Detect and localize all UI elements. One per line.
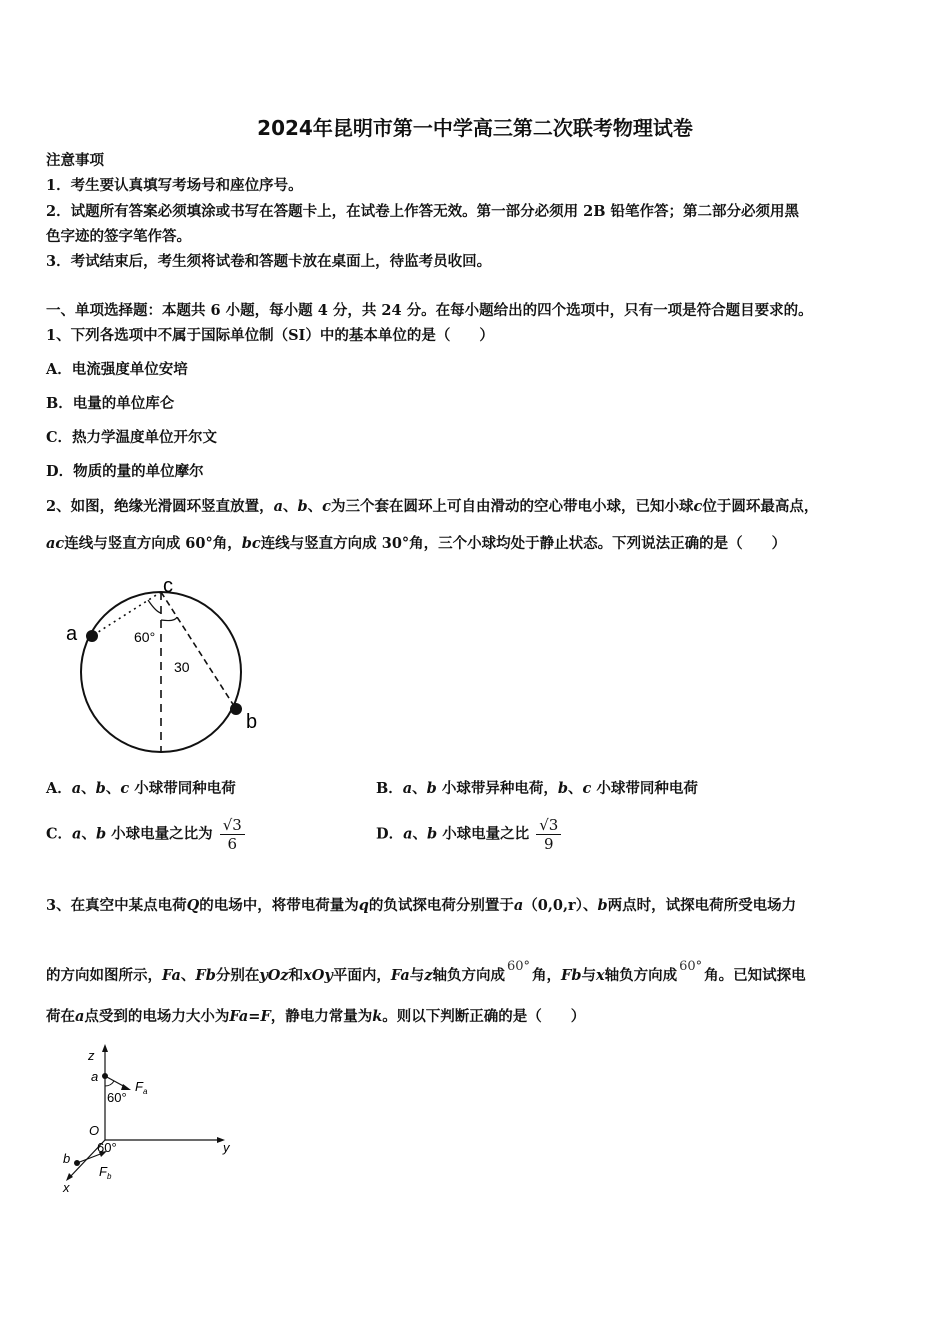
q2-option-b: B．a、b 小球带异种电荷，b、c 小球带同种电荷 — [376, 780, 698, 797]
label-y: y — [223, 1140, 230, 1155]
label-x: x — [63, 1180, 70, 1195]
label-b: b — [246, 711, 258, 733]
q2-ring-figure — [60, 580, 270, 760]
label-a: a — [91, 1069, 99, 1084]
angle-arc-30 — [161, 617, 177, 621]
page-title: 2024年昆明市第一中学高三第二次联考物理试卷 — [257, 116, 693, 140]
q2-option-a: A．a、b、c 小球带同种电荷 — [46, 780, 236, 797]
angle-label-60: 60° — [134, 629, 156, 645]
label-z: z — [88, 1048, 95, 1063]
label-a: a — [66, 623, 78, 645]
q1-option-a: A．电流强度单位安培 — [46, 361, 188, 378]
q2-option-c: C．a、b 小球电量之比为 $\frac{√3}{6}$ — [46, 816, 245, 853]
q1-option-b: B．电量的单位库仑 — [46, 395, 175, 412]
angle-label-b: 60° — [97, 1140, 117, 1155]
angle-label-a: 60° — [107, 1090, 127, 1105]
notice-heading: 注意事项 — [46, 152, 104, 169]
notice-item-3: 3．考试结束后，考生须将试卷和答题卡放在桌面上，待监考员收回。 — [46, 253, 492, 270]
notice-item-2-cont: 色字迹的签字笔作答。 — [46, 228, 191, 245]
label-o: O — [89, 1123, 100, 1138]
ball-a — [86, 630, 98, 642]
label-fb: $F_b$ — [99, 1164, 112, 1181]
label-b: b — [63, 1151, 71, 1166]
label-c: c — [163, 580, 173, 597]
angle-arc-60 — [148, 600, 161, 613]
z-arrow — [102, 1044, 108, 1052]
q2-option-d-fraction: $\frac{√3}{9}$ — [536, 816, 561, 853]
label-fa: $F_a$ — [135, 1079, 148, 1096]
q1-stem: 1、下列各选项中不属于国际单位制（SI）中的基本单位的是（ ） — [46, 327, 494, 344]
q2-option-c-fraction: $\frac{√3}{6}$ — [220, 816, 245, 853]
q2-option-d: D．a、b 小球电量之比 $\frac{√3}{9}$ — [376, 816, 561, 853]
section-heading: 一、单项选择题：本题共 6 小题，每小题 4 分，共 24 分。在每小题给出的四个选项中，只有一项是符合题目要求的。 — [46, 302, 813, 319]
angle-arc-a — [105, 1081, 114, 1086]
q3-axes-figure — [55, 1040, 255, 1200]
bc-line — [161, 592, 236, 709]
notice-item-2: 2．试题所有答案必须填涂或书写在答题卡上，在试卷上作答无效。第一部分必须用 2B 铅笔作答；第二部分必须用黑 — [46, 203, 800, 220]
ball-b — [230, 703, 242, 715]
q1-option-d: D．物质的量的单位摩尔 — [46, 463, 204, 480]
q2-stem-line2: ac连线与竖直方向成 60°角，bc连线与竖直方向成 30°角，三个小球均处于静止状态。下列说法正确的是（ ） — [46, 535, 787, 552]
q1-option-c: C．热力学温度单位开尔文 — [46, 429, 218, 446]
notice-item-1: 1．考生要认真填写考场号和座位序号。 — [46, 177, 303, 194]
q3-stem-line2: 的方向如图所示，Fa、Fb分别在yOz和xOy平面内，Fa与z轴负方向成60°角，Fb与x轴负方向成60°角。已知试探电 — [46, 959, 806, 984]
angle-label-30: 30 — [174, 659, 190, 675]
q2-stem-line1: 2、如图，绝缘光滑圆环竖直放置，a、b、c为三个套在圆环上可自由滑动的空心带电小球，已知小球c位于圆环最高点， — [46, 498, 819, 515]
ring-circle — [81, 592, 241, 752]
q3-stem-line3: 荷在a点受到的电场力大小为Fa=F，静电力常量为k。则以下判断正确的是（ ） — [46, 1008, 586, 1025]
q3-stem-line1: 3、在真空中某点电荷Q的电场中，将带电荷量为q的负试探电荷分别置于a（0,0,r）、b两点时，试探电荷所受电场力 — [46, 897, 797, 914]
